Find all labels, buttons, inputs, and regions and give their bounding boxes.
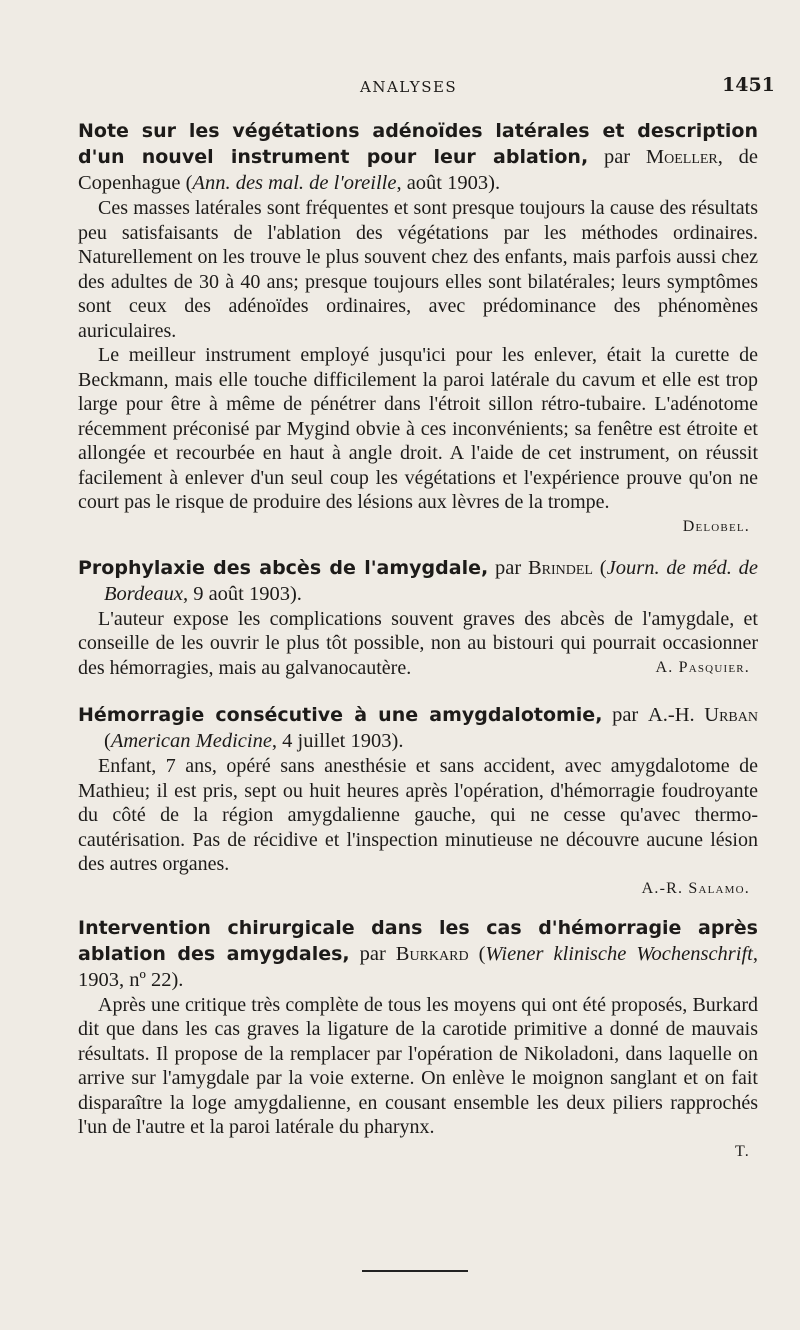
- article-surgical-intervention: [78, 915, 758, 1164]
- article-author: Moeller: [645, 146, 718, 168]
- article-title: Note sur les végétations adénoïdes latérales et description d'un nouvel instrument pour leur ablation,: [78, 120, 758, 168]
- article-paragraph: Ces masses latérales sont fréquentes et sont presque toujours la cause des résultats peu satisfaisants de l'ablation des végétations par les méthodes ordinaires. Naturellement on les trouve le plus souvent chez des enfants, mais parfois aussi chez des adultes de 30 à 40 ans; presque toujours elles sont bilatérales; leurs symptômes sont ceux des adénoïdes ordinaires, avec prédominance des phénomènes auriculaires.: [78, 197, 758, 342]
- article-paragraph: L'auteur expose les complications souvent graves des abcès de l'amygdale, et conseille de les ouvrir le plus tôt possible, non au bistouri qui pourrait occasionner des hémorragies, mais au galvanocautère. A. Pasquier.: [78, 607, 758, 679]
- article-signature: A.-R. Salamo.: [641, 879, 750, 897]
- page-header: [0, 72, 800, 102]
- article-heading: Prophylaxie des abcès de l'amygdale, par Brindel (Journ. de méd. de Bordeaux, 9 août 1903).: [78, 556, 758, 605]
- article-author: A.-H. Urban: [647, 704, 758, 726]
- page-content: [78, 118, 758, 1164]
- article-author: Brindel: [527, 556, 593, 579]
- article-paragraph: Le meilleur instrument employé jusqu'ici pour les enlever, était la curette de Beckmann, mais elle touche difficilement la paroi latérale du cavum et elle est trop large pour être à même de pénétrer dans l'étroit sillon rétro-tubaire. L'adénotome récemment préconisé par Mygind obvie à ces inconvénients; sa fenêtre est étroite et allongée et recourbée en haut à angle droit. A l'aide de cet instrument, on réussit facilement à enlever d'un seul coup les végétations et l'expérience prouve qu'on ne court pas le risque de produire des lésions aux lèvres de la trompe.: [78, 344, 758, 513]
- article-signature: Delobel.: [682, 517, 750, 535]
- article-tonsil-abscess: [78, 555, 758, 681]
- article-heading: Note sur les végétations adénoïdes latérales et description d'un nouvel instrument pour leur ablation, par Moeller, de Copenhague (Ann. des mal. de l'oreille, août 1903).: [78, 120, 758, 194]
- article-heading: Hémorragie consécutive à une amygdalotomie, par A.-H. Urban (American Medicine, 4 juillet 1903).: [78, 704, 758, 752]
- article-adenoid-vegetations: [78, 118, 758, 539]
- article-source: American Medicine: [110, 730, 272, 752]
- page-number: 1451: [722, 74, 775, 96]
- article-author: Burkard: [395, 942, 469, 965]
- article-source: Journ. de méd. de Bordeaux: [104, 556, 758, 605]
- article-paragraph: Enfant, 7 ans, opéré sans anesthésie et sans accident, avec amygdalotome de Mathieu; il est pris, sept ou huit heures après l'opération, d'hémorragie foudroyante du côté de la région amygdalienne gauche, qui ne cesse qu'avec thermo-cautérisation. Pas de récidive et l'inspection minutieuse ne découvre aucune lésion des autres organes.: [78, 755, 758, 875]
- article-heading: Intervention chirurgicale dans les cas d'hémorragie après ablation des amygdales, par Burkard (Wiener klinische Wochenschrift, 1903, nº 22).: [78, 916, 758, 991]
- article-source: Wiener klinische Wochenschrift: [485, 942, 753, 965]
- article-signature: T.: [735, 1142, 750, 1160]
- running-head: ANALYSES: [360, 78, 458, 96]
- article-title: Prophylaxie des abcès de l'amygdale,: [78, 556, 489, 579]
- article-signature: A. Pasquier.: [655, 658, 750, 676]
- article-source: Ann. des mal. de l'oreille: [192, 172, 397, 194]
- article-paragraph: Après une critique très complète de tous les moyens qui ont été proposés, Burkard dit que dans les cas graves la ligature de la carotide primitive a donné de mauvais résultats. Il propose de la remplacer par l'opération de Nikoladoni, dans laquelle on arrive sur l'amygdale par la voie externe. On enlève le moignon sanglant et on fait disparaître la loge amygdalienne, en cousant ensemble les deux piliers rapprochés l'un de l'autre et la paroi latérale du pharynx.: [78, 993, 758, 1138]
- article-title: Hémorragie consécutive à une amygdalotomie,: [78, 704, 603, 726]
- article-title: Intervention chirurgicale dans les cas d'hémorragie après ablation des amygdales,: [78, 916, 758, 965]
- closing-rule: [362, 1270, 468, 1272]
- article-tonsillotomy-hemorrhage: [78, 702, 758, 901]
